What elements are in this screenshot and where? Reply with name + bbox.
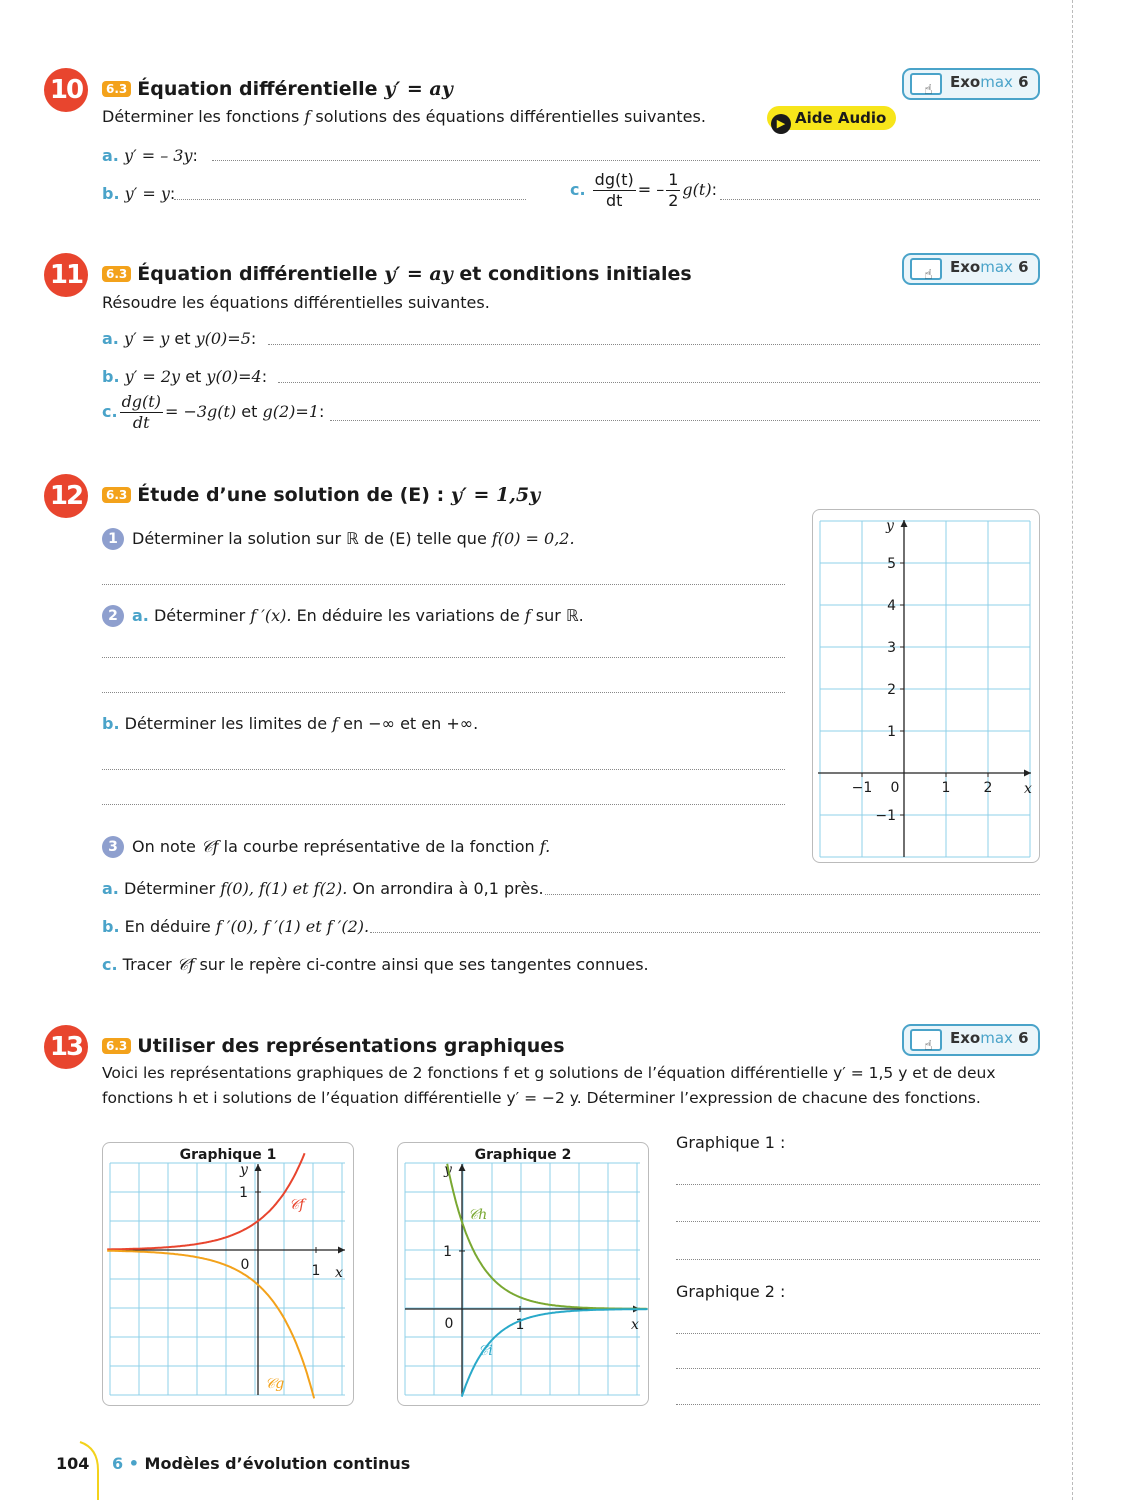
x-tick-label: 1 [311,1263,321,1279]
exomax-button[interactable]: ☝ Exomax 6 [902,1024,1040,1056]
answer-line[interactable] [676,1184,1040,1185]
x-axis-label: x [1024,781,1032,797]
x-axis-label: x [631,1317,639,1333]
ex13-statement-line-1: Voici les représentations graphiques de 2 fonctions f et g solutions de l’équation différentielle y′ = 1,5 y et de deux [102,1064,996,1082]
y-tick-label: −1 [875,808,896,824]
answer-line[interactable] [102,584,785,585]
y-tick-label: 2 [887,682,896,698]
exercise-12-title: 6.3 Étude d’une solution de (E) : y′ = 1,5y [102,484,540,506]
play-icon: ▶ [771,114,791,134]
exomax-button[interactable]: ☝ Exomax 6 [902,68,1040,100]
exercise-10-title: 6.3 Équation différentielle y′ = ay [102,78,453,100]
answer-line[interactable] [676,1333,1040,1334]
x-tick-label: 2 [983,780,993,796]
ex10-item-b: b. y′ = y: [102,184,176,203]
y-axis-arrow [255,1164,262,1171]
section-tag: 6.3 [102,266,131,282]
answer-line[interactable] [278,382,1040,383]
x-tick-label: −1 [851,780,873,796]
graphique-2-frame [397,1142,649,1406]
y-tick-label: 1 [239,1185,248,1201]
pointer-hand-icon: ☝ [924,267,933,283]
ex11-item-b: b. y′ = 2y et y(0)=4: [102,367,268,386]
exercise-11-number: 11 [44,253,88,297]
y-tick-label: 1 [443,1244,452,1260]
y-axis-label: y [240,1162,248,1178]
answer-line[interactable] [330,420,1040,421]
ex13-statement-line-2: fonctions h et i solutions de l’équation différentielle y′ = −2 y. Déterminer l’expression de chacune des fonctions. [102,1089,981,1107]
ex12-question-3a: a. Déterminer f(0), f(1) et f(2). On arrondira à 0,1 près. [102,879,544,898]
y-axis-label: y [886,518,894,534]
x-tick-label: 0 [444,1316,454,1332]
x-tick-label: 0 [240,1257,250,1273]
x-tick-label: 1 [515,1317,525,1333]
x-tick-label: 1 [941,780,951,796]
y-tick-label: 5 [887,556,896,572]
series-label-cg: 𝒞g [265,1376,285,1392]
series-line-ch [447,1164,647,1309]
series-label-ch: 𝒞h [468,1207,488,1223]
answer-line[interactable] [676,1368,1040,1369]
y-tick-label: 1 [887,724,896,740]
ex11-item-c: c. $\frac{dg(t)}{dt}$ = −3g(t) et g(2)=1: [102,392,325,432]
exercise-10-instruction: Déterminer les fonctions f solutions des équations différentielles suivantes. [102,107,706,126]
ex12-question-1: 1 Déterminer la solution sur ℝ de (E) telle que f(0) = 0,2. [102,528,575,550]
exercise-13-title: 6.3 Utiliser des représentations graphiques [102,1035,565,1057]
page-number: 104 [56,1454,90,1473]
answer-line[interactable] [268,344,1040,345]
ex12-grid-frame [812,509,1040,863]
y-tick-label: 4 [887,598,896,614]
section-tag: 6.3 [102,81,131,97]
footer-bracket [78,1440,102,1500]
exercise-11-instruction: Résoudre les équations différentielles suivantes. [102,293,490,312]
page-edge-dashed-line [1072,0,1073,1500]
graphique-1-frame [102,1142,354,1406]
section-tag: 6.3 [102,1038,131,1054]
ex11-item-a: a. y′ = y et y(0)=5: [102,329,257,348]
ex12-question-2a: 2 a. Déterminer f ′(x). En déduire les variations de f sur ℝ. [102,605,584,627]
ex10-item-c: c. $\frac{dg(t)}{dt}$ = – $\frac{1}{2}$ g(t): [570,170,717,210]
y-axis-arrow [459,1164,466,1171]
series-label-ci: 𝒞i [478,1343,493,1359]
exercise-11-title: 6.3 Équation différentielle y′ = ay et conditions initiales [102,263,692,285]
ex12-question-3c: c. Tracer 𝒞f sur le repère ci-contre ainsi que ses tangentes connues. [102,955,649,974]
ex12-question-3b: b. En déduire f ′(0), f ′(1) et f ′(2). [102,917,370,936]
answer-line[interactable] [720,199,1040,200]
exercise-13-number: 13 [44,1025,88,1069]
x-axis-label: x [335,1265,343,1281]
chart-title: Graphique 2 [474,1147,572,1163]
answer-line[interactable] [102,692,785,693]
ex12-empty-grid-chart[interactable] [813,510,1039,862]
x-tick-label: 0 [890,780,900,796]
series-line-cf [107,1153,304,1249]
answer-line[interactable] [174,199,526,200]
chapter-title: 6 • Modèles d’évolution continus [112,1454,411,1473]
audio-help-button[interactable]: ▶ Aide Audio [767,106,896,130]
graphique-1-chart [103,1143,353,1405]
answer-line[interactable] [676,1259,1040,1260]
y-axis-label: y [444,1162,452,1178]
graphique-1-answer-label: Graphique 1 : [676,1133,786,1152]
section-tag: 6.3 [102,487,131,503]
answer-line[interactable] [102,769,785,770]
pointer-hand-icon: ☝ [924,1038,933,1054]
series-label-cf: 𝒞f [289,1197,305,1213]
exomax-button[interactable]: ☝ Exomax 6 [902,253,1040,285]
answer-line[interactable] [676,1404,1040,1405]
graphique-2-answer-label: Graphique 2 : [676,1282,786,1301]
answer-line[interactable] [370,932,1040,933]
answer-line[interactable] [545,894,1040,895]
answer-line[interactable] [212,160,1040,161]
pointer-hand-icon: ☝ [924,82,933,98]
graphique-2-chart [398,1143,648,1405]
answer-line[interactable] [102,804,785,805]
exercise-10-number: 10 [44,68,88,112]
exercise-12-number: 12 [44,474,88,518]
chart-title: Graphique 1 [179,1147,277,1163]
ex12-question-3: 3 On note 𝒞f la courbe représentative de la fonction f. [102,836,550,858]
answer-line[interactable] [102,657,785,658]
y-tick-label: 3 [887,640,896,656]
ex10-item-a: a. y′ = – 3y: [102,146,198,165]
answer-line[interactable] [676,1221,1040,1222]
ex12-question-2b: b. Déterminer les limites de f en −∞ et en +∞. [102,714,479,733]
